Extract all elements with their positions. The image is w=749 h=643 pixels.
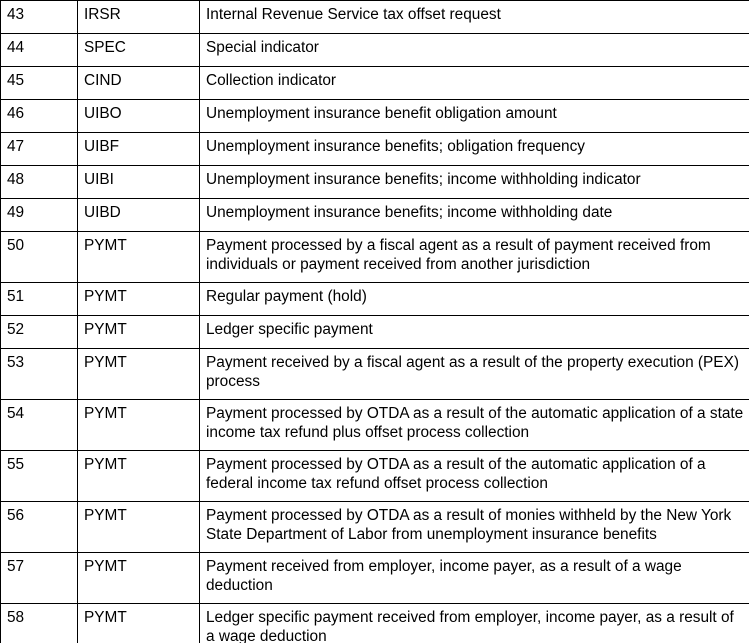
table-row <box>1 283 749 316</box>
row-code: SPEC <box>78 34 200 67</box>
row-number: 52 <box>1 316 78 349</box>
table-row <box>1 502 749 553</box>
table-row <box>1 166 749 199</box>
row-description: Payment received by a fiscal agent as a result of the property execution (PEX) process <box>200 349 749 400</box>
row-number: 51 <box>1 283 78 316</box>
row-code: UIBD <box>78 199 200 232</box>
table-row <box>1 100 749 133</box>
row-code: PYMT <box>78 553 200 604</box>
row-code: PYMT <box>78 604 200 643</box>
row-description: Special indicator <box>200 34 749 67</box>
row-description: Unemployment insurance benefit obligation amount <box>200 100 749 133</box>
row-number: 49 <box>1 199 78 232</box>
table-row <box>1 67 749 100</box>
row-description: Payment received from employer, income payer, as a result of a wage deduction <box>200 553 749 604</box>
row-description: Ledger specific payment received from employer, income payer, as a result of a wage deduction <box>200 604 749 643</box>
row-number: 46 <box>1 100 78 133</box>
row-number: 44 <box>1 34 78 67</box>
row-description: Payment processed by OTDA as a result of the automatic application of a state income tax refund plus offset process collection <box>200 400 749 451</box>
row-number: 54 <box>1 400 78 451</box>
row-code: UIBI <box>78 166 200 199</box>
table-row <box>1 232 749 283</box>
row-code: PYMT <box>78 316 200 349</box>
table-row <box>1 553 749 604</box>
row-description: Payment processed by OTDA as a result of the automatic application of a federal income tax refund offset process collection <box>200 451 749 502</box>
row-number: 43 <box>1 1 78 34</box>
row-description: Unemployment insurance benefits; income withholding date <box>200 199 749 232</box>
row-code: PYMT <box>78 283 200 316</box>
row-code: PYMT <box>78 451 200 502</box>
row-number: 50 <box>1 232 78 283</box>
row-number: 45 <box>1 67 78 100</box>
table-row <box>1 451 749 502</box>
row-number: 53 <box>1 349 78 400</box>
row-number: 47 <box>1 133 78 166</box>
row-description: Unemployment insurance benefits; income withholding indicator <box>200 166 749 199</box>
row-number: 58 <box>1 604 78 643</box>
row-description: Payment processed by OTDA as a result of monies withheld by the New York State Department of Labor from unemployment insurance benefits <box>200 502 749 553</box>
table-row <box>1 316 749 349</box>
table-row <box>1 34 749 67</box>
row-code: UIBF <box>78 133 200 166</box>
table-row <box>1 349 749 400</box>
row-number: 48 <box>1 166 78 199</box>
row-description: Internal Revenue Service tax offset request <box>200 1 749 34</box>
table-row <box>1 1 749 34</box>
row-description: Collection indicator <box>200 67 749 100</box>
row-code: IRSR <box>78 1 200 34</box>
row-description: Ledger specific payment <box>200 316 749 349</box>
table-row <box>1 400 749 451</box>
row-description: Payment processed by a fiscal agent as a result of payment received from individuals or payment received from another jurisdiction <box>200 232 749 283</box>
table-row <box>1 604 749 643</box>
row-number: 57 <box>1 553 78 604</box>
table-row <box>1 199 749 232</box>
row-code: CIND <box>78 67 200 100</box>
row-code: PYMT <box>78 232 200 283</box>
row-number: 56 <box>1 502 78 553</box>
row-code: UIBO <box>78 100 200 133</box>
row-code: PYMT <box>78 502 200 553</box>
row-number: 55 <box>1 451 78 502</box>
table-row <box>1 133 749 166</box>
row-code: PYMT <box>78 349 200 400</box>
row-description: Unemployment insurance benefits; obligation frequency <box>200 133 749 166</box>
row-code: PYMT <box>78 400 200 451</box>
row-description: Regular payment (hold) <box>200 283 749 316</box>
